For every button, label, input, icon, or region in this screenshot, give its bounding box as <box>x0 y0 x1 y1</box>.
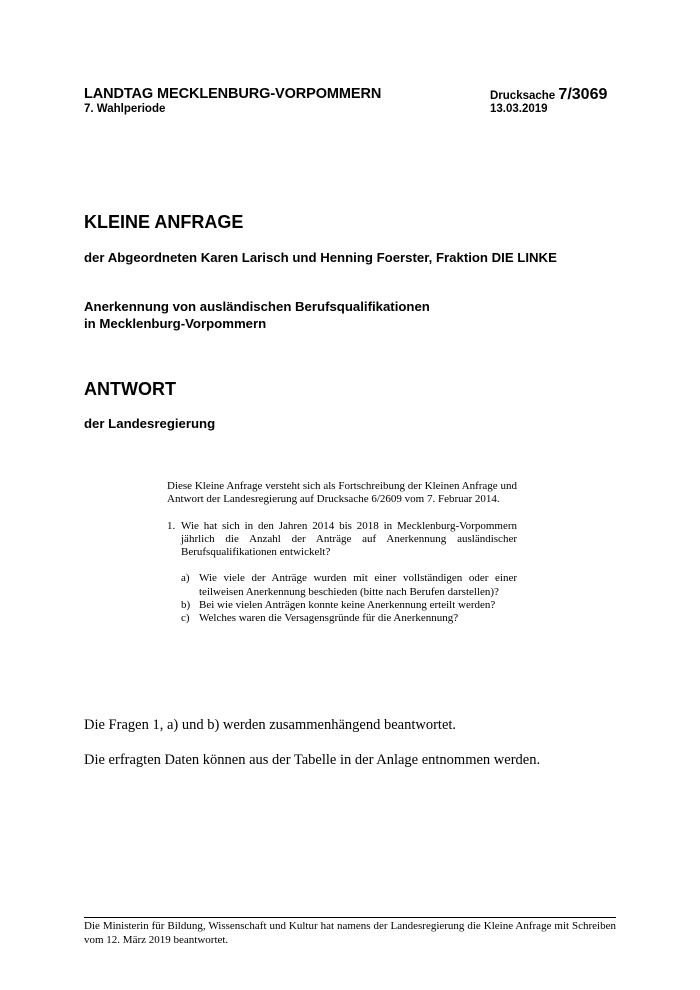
drucksache <box>490 86 607 104</box>
sub-question-label: b) <box>181 599 191 612</box>
sub-question-label: c) <box>181 612 190 625</box>
sub-question-text: Welches waren die Versagensgründe für die Anerkennung? <box>199 612 459 625</box>
document-date: 13.03.2019 <box>490 103 548 115</box>
footnote-text: Die Ministerin für Bildung, Wissenschaft und Kultur hat namens der Landesregierung die Kleine Anfrage mit Schreiben vom 12. März 2019 beantwortet. <box>84 920 616 946</box>
answer-paragraph-1: Die Fragen 1, a) und b) werden zusammenhängend beantwortet. <box>84 717 457 733</box>
footnote-divider <box>84 917 616 918</box>
sub-question-text: Bei wie vielen Anträgen konnte keine Anerkennung erteilt werden? <box>199 599 496 612</box>
drucksache-label: Drucksache <box>490 90 556 102</box>
electoral-period: 7. Wahlperiode <box>84 103 166 115</box>
sub-question-b <box>181 599 517 612</box>
response-by: der Landesregierung <box>84 416 216 431</box>
sub-question-label: a) <box>181 572 190 585</box>
inquiry-title-line-2: in Mecklenburg-Vorpommern <box>84 316 267 331</box>
sub-questions <box>167 572 517 625</box>
sub-question-a <box>181 572 517 599</box>
inquiry-type-heading: KLEINE ANFRAGE <box>84 212 244 232</box>
question-intro: Diese Kleine Anfrage versteht sich als Fortschreibung der Kleinen Anfrage und Antwort der Landesregierung auf Drucksache 6/2609 vom 7. Februar 2014. <box>167 480 517 506</box>
question-block <box>167 480 517 626</box>
inquiry-title <box>84 298 430 332</box>
answer-paragraph-2: Die erfragten Daten können aus der Tabelle in der Anlage entnommen werden. <box>84 752 541 768</box>
inquiry-authors: der Abgeordneten Karen Larisch und Henning Foerster, Fraktion DIE LINKE <box>84 250 557 265</box>
question-1 <box>167 520 517 560</box>
drucksache-number: 7/3069 <box>558 86 608 103</box>
question-1-text: Wie hat sich in den Jahren 2014 bis 2018 in Mecklenburg-Vorpommern jährlich die Anzahl der Anträge auf Anerkennung ausländischer Berufsqualifikationen entwickelt? <box>181 519 517 559</box>
sub-question-text: Wie viele der Anträge wurden mit einer vollständigen oder einer teilweisen Anerkennung beschieden (bitte nach Berufen darstellen)? <box>199 572 517 598</box>
sub-question-c <box>181 612 517 625</box>
question-1-number: 1. <box>167 519 176 532</box>
parliament-name: LANDTAG MECKLENBURG-VORPOMMERN <box>84 86 382 102</box>
response-heading: ANTWORT <box>84 379 176 399</box>
inquiry-title-line-1: Anerkennung von ausländischen Berufsqualifikationen <box>84 299 430 314</box>
